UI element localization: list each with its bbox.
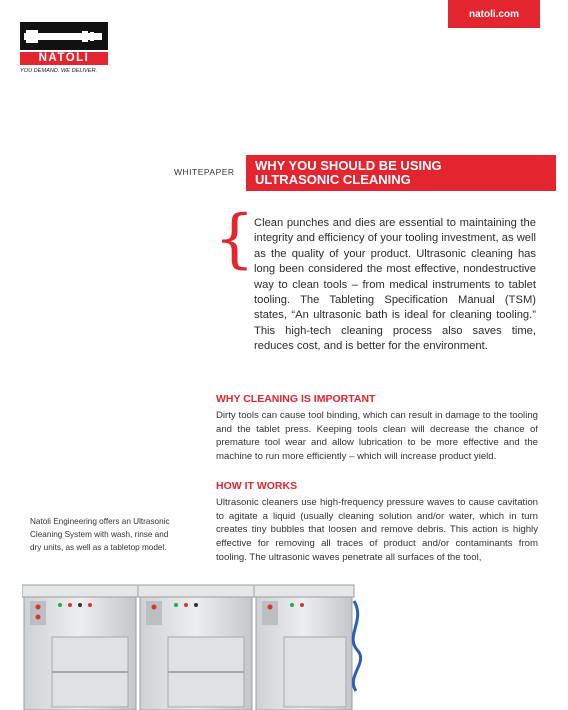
section-heading-why-cleaning: WHY CLEANING IS IMPORTANT <box>216 393 376 405</box>
logo-tagline: YOU DEMAND. WE DELIVER. <box>20 68 98 74</box>
title-line-1: WHY YOU SHOULD BE USING <box>255 158 442 173</box>
punch-tool-icon <box>20 22 108 50</box>
section-body-how-it-works: Ultrasonic cleaners use high-frequency pressure waves to cause cavitation to agitate a liquid (usually cleaning solution and/or water, which in turn creates tiny bubbles that loosen and remove debris. This action is highly effective for removing all traces of product and/or contaminants from tooling. The ultrasonic waves penetrate all surfaces of the tool, <box>216 497 538 563</box>
title-line-2: ULTRASONIC CLEANING <box>255 171 411 187</box>
left-brace-icon: { <box>214 202 255 276</box>
natoli-logo <box>20 22 110 74</box>
logo-wordmark: NATOLI <box>20 52 108 65</box>
url-link[interactable]: natoli.com <box>468 8 519 20</box>
section-body-why-cleaning: Dirty tools can cause tool binding, which can result in damage to the tooling and the tablet press. Keeping tools clean will decrease the chance of premature tool wear and allow lubrication to be more effective and the machine to run more efficiently – which will increase product yield. <box>216 410 538 463</box>
page-title <box>246 155 556 191</box>
document-type-label: WHITEPAPER <box>174 167 235 177</box>
intro-paragraph: Clean punches and dies are essential to maintaining the integrity and efficiency of your tooling investment, as well as the quality of your product. Ultrasonic cleaning has long been considered the most effective, nondestructive way to clean tools – from medical instruments to tablet tooling. The Tableting Specification Manual (TSM) states, “An ultrasonic bath is ideal for cleaning tooling.” This high-tech cleaning process also saves time, reduces cost, and is better for the environment. <box>254 217 536 353</box>
section-heading-how-it-works: HOW IT WORKS <box>216 480 298 492</box>
ultrasonic-cleaning-system-photo <box>22 581 368 710</box>
url-badge[interactable] <box>448 0 540 28</box>
image-caption: Natoli Engineering offers an Ultrasonic Cleaning System with wash, rinse and dry units, as well as a tabletop model. <box>30 517 170 552</box>
